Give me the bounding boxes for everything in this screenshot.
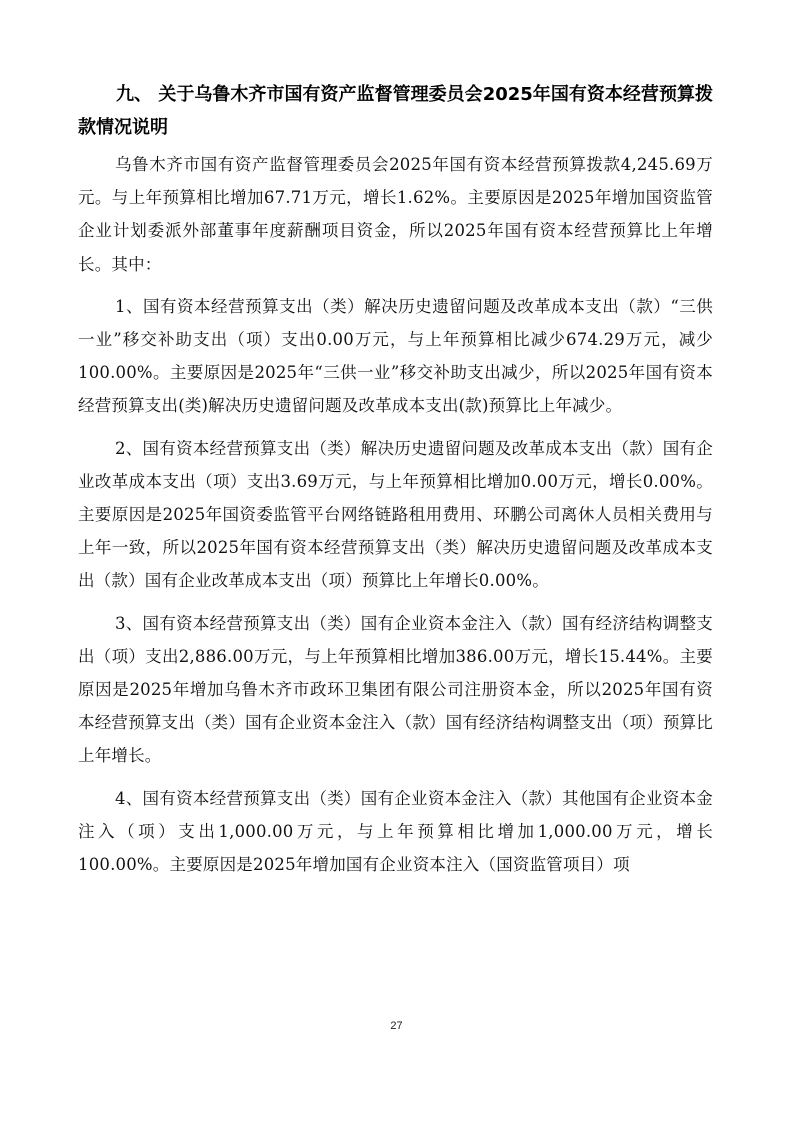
paragraph-item-1: 1、国有资本经营预算支出（类）解决历史遗留问题及改革成本支出（款）“三供一业”移交补助支出（项）支出0.00万元，与上年预算相比减少674.29万元，减少100.00%。主要原因是2025年“三供一业”移交补助支出减少，所以2025年国有资本经营预算支出(类)解决历史遗留问题及改革成本支出(款)预算比上年减少。 [78,296,713,416]
paragraph-item-4: 4、国有资本经营预算支出（类）国有企业资本金注入（款）其他国有企业资本金注入（项）支出1,000.00万元，与上年预算相比增加1,000.00万元，增长100.00%。主要原因是2025年增加国有企业资本注入（国资监管项目）项 [78,788,713,875]
page-number: 27 [390,1020,403,1032]
paragraph-summary: 乌鲁木齐市国有资产监督管理委员会2025年国有资本经营预算拨款4,245.69万元。与上年预算相比增加67.71万元，增长1.62%。主要原因是2025年增加国资监管企业计划委派外部董事年度薪酬项目资金，所以2025年国有资本经营预算比上年增长。其中： [78,155,713,274]
document-body [78,78,713,881]
paragraph-item-3: 3、国有资本经营预算支出（类）国有企业资本金注入（款）国有经济结构调整支出（项）支出2,886.00万元，与上年预算相比增加386.00万元，增长15.44%。主要原因是2025年增加乌鲁木齐市政环卫集团有限公司注册资本金，所以2025年国有资本经营预算支出（类）国有企业资本金注入（款）国有经济结构调整支出（项）预算比上年增长。 [78,613,713,766]
paragraph-item-2: 2、国有资本经营预算支出（类）解决历史遗留问题及改革成本支出（款）国有企业改革成本支出（项）支出3.69万元，与上年预算相比增加0.00万元，增长0.00%。主要原因是2025年国资委监管平台网络链路租用费用、环鹏公司离休人员相关费用与上年一致，所以2025年国有资本经营预算支出（类）解决历史遗留问题及改革成本支出（款）国有企业改革成本支出（项）预算比上年增长0.00%。 [78,438,713,591]
section-heading: 九、 关于乌鲁木齐市国有资产监督管理委员会2025年国有资本经营预算拨款情况说明 [78,84,713,138]
